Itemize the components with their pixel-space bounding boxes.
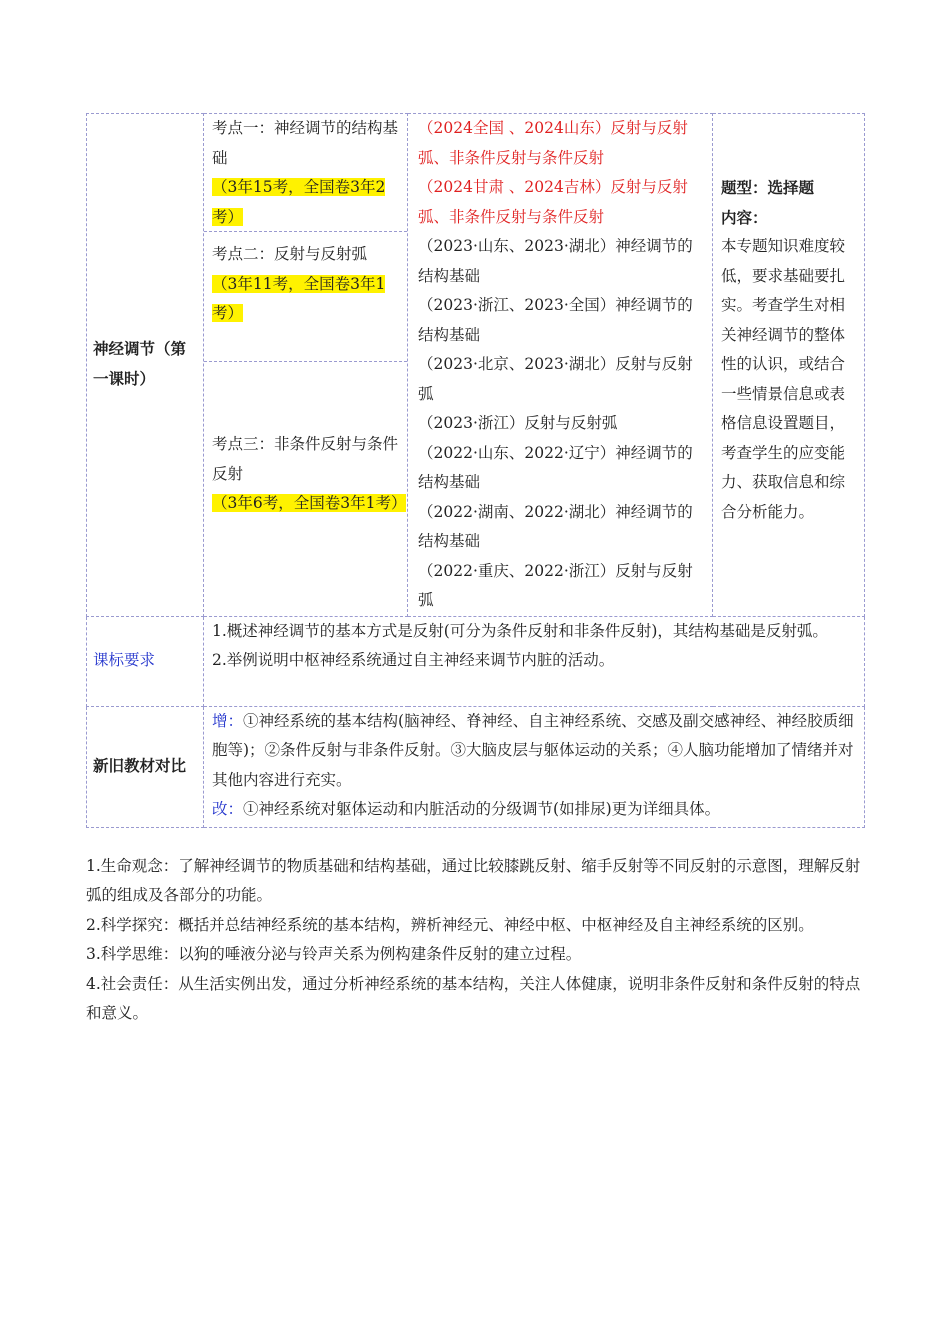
exam-analysis-table xyxy=(86,113,865,828)
content-label: 内容： xyxy=(721,207,768,227)
compare-change-label: 改： xyxy=(212,800,244,818)
kaodian-3-title: 考点三：非条件反射与条件反射 xyxy=(212,435,399,483)
compare-add-label: 增： xyxy=(212,711,244,730)
kaodian-1 xyxy=(204,114,407,232)
exam-entry-red: （2024全国 、2024山东）反射与反射弧、非条件反射与条件反射 xyxy=(418,119,688,167)
question-type: 题型：选择题 xyxy=(721,178,815,197)
objective-item: 2.科学探究：概括并总结神经系统的基本结构，辨析神经元、神经中枢、中枢神经及自主神经系统的区别。 xyxy=(86,915,814,934)
exam-entry: （2022·重庆、2022·浙江）反射与反射弧 xyxy=(418,561,693,609)
compare-change-text: ①神经系统对躯体运动和内脏活动的分级调节(如排尿)更为详细具体。 xyxy=(243,800,721,818)
compare-change xyxy=(212,795,858,825)
kaodian-3 xyxy=(204,430,407,519)
exam-entry: （2022·湖南、2022·湖北）神经调节的结构基础 xyxy=(418,502,693,550)
document-page xyxy=(86,113,864,1029)
exam-entry: （2022·山东、2022·辽宁）神经调节的结构基础 xyxy=(418,443,693,491)
objective-item: 1.生命观念：了解神经调节的物质基础和结构基础，通过比较膝跳反射、缩手反射等不同反射的示意图，理解反射弧的组成及各部分的功能。 xyxy=(86,856,861,904)
kaodian-3-stat: （3年6考，全国卷3年1考） xyxy=(212,494,407,512)
curriculum-item: 1.概述神经调节的基本方式是反射(可分为条件反射和非条件反射)，其结构基础是反射弧。 xyxy=(212,621,828,640)
kaodian-2-stat: （3年11考，全国卷3年1考） xyxy=(212,274,386,322)
compare-cell xyxy=(204,706,865,827)
compare-add-text: ①神经系统的基本结构(脑神经、脊神经、自主神经系统、交感及副交感神经、神经胶质细胞等)；②条件反射与非条件反射。③大脑皮层与躯体运动的关系；④人脑功能增加了情绪并对其他内容进行充实。 xyxy=(212,711,854,789)
curriculum-cell xyxy=(204,616,865,706)
topic-cell: 神经调节（第一课时） xyxy=(87,114,204,617)
exam-entry-red: （2024甘肃 、2024吉林）反射与反射弧、非条件反射与条件反射 xyxy=(418,178,688,226)
exam-entry: （2023·山东、2023·湖北）神经调节的结构基础 xyxy=(418,237,693,285)
curriculum-label: 课标要求 xyxy=(87,616,204,706)
kaodian-cell xyxy=(204,114,408,617)
exam-entry: （2023·浙江、2023·全国）神经调节的结构基础 xyxy=(418,296,693,344)
exam-entry: （2023·北京、2023·湖北）反射与反射弧 xyxy=(418,355,693,403)
kaodian-1-title: 考点一：神经调节的结构基础 xyxy=(212,119,399,167)
objective-item: 4.社会责任：从生活实例出发，通过分析神经系统的基本结构，关注人体健康，说明非条件反射和条件反射的特点和意义。 xyxy=(86,974,861,1022)
compare-label: 新旧教材对比 xyxy=(87,706,204,827)
kaodian-2-title: 考点二：反射与反射弧 xyxy=(212,245,368,263)
objective-item: 3.科学思维：以狗的唾液分泌与铃声关系为例构建条件反射的建立过程。 xyxy=(86,945,582,963)
learning-objectives xyxy=(86,852,864,1029)
curriculum-item: 2.举例说明中枢神经系统通过自主神经来调节内脏的活动。 xyxy=(212,651,615,669)
kaodian-2 xyxy=(204,240,407,362)
kaodian-1-stat: （3年15考，全国卷3年2考） xyxy=(212,178,386,226)
exam-entry: （2023·浙江）反射与反射弧 xyxy=(418,414,618,432)
content-text: 本专题知识难度较低，要求基础要扎实。考查学生对相关神经调节的整体性的认识，或结合一些情景信息或表格信息设置题目，考查学生的应变能力、获取信息和综合分析能力。 xyxy=(721,237,846,521)
question-info-cell xyxy=(713,114,865,617)
exams-cell xyxy=(408,114,713,617)
compare-add xyxy=(212,707,858,796)
